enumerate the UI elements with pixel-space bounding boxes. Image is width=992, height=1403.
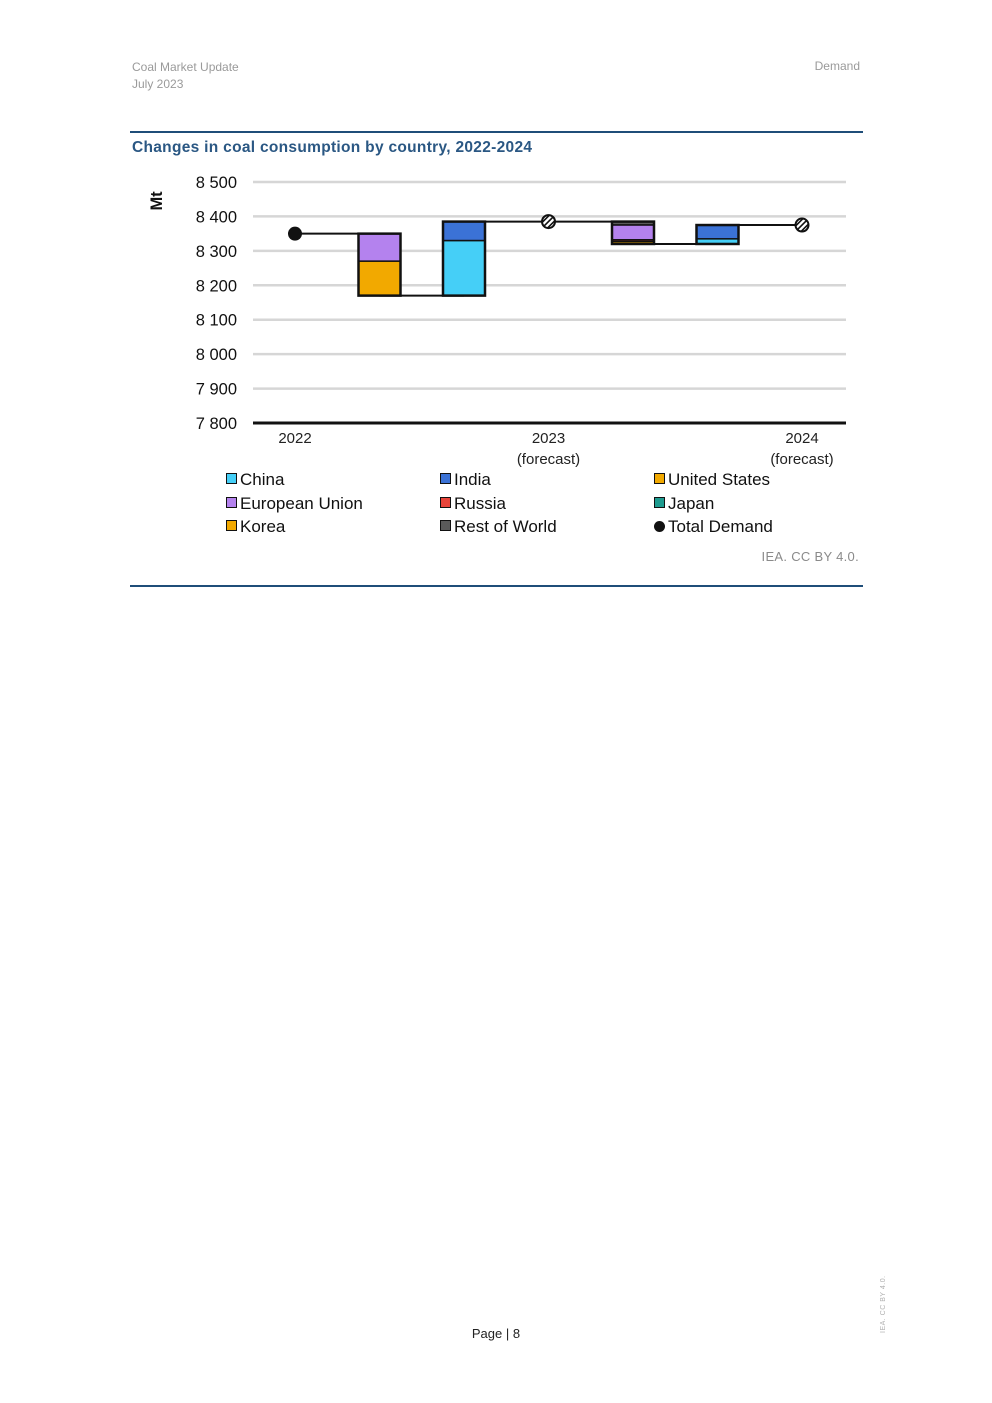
- bar-segment-india: [697, 225, 739, 239]
- x-tick-sublabel: (forecast): [770, 451, 834, 468]
- legend-item: [654, 517, 773, 537]
- legend-label: China: [240, 470, 285, 489]
- legend-item: [226, 470, 284, 490]
- legend-item: [440, 470, 491, 490]
- bar-segment-china: [443, 241, 485, 296]
- legend-label: United States: [668, 470, 771, 489]
- y-tick-label: 8 300: [195, 242, 237, 261]
- x-tick-label: 2022: [278, 430, 312, 447]
- legend-color-swatch: [226, 520, 237, 531]
- x-tick-sublabel: (forecast): [516, 451, 581, 468]
- legend-circle-marker: [654, 521, 665, 532]
- legend-color-swatch: [440, 520, 451, 531]
- figure-top-rule: [130, 131, 863, 133]
- legend-label: Total Demand: [668, 517, 773, 536]
- legend-color-swatch: [654, 497, 665, 508]
- legend-item: [654, 470, 770, 490]
- legend-color-swatch: [440, 473, 451, 484]
- y-tick-label: 8 100: [195, 311, 237, 330]
- bar-segment-european-union: [359, 234, 401, 262]
- bar-segment-european-union: [612, 225, 654, 240]
- y-tick-label: 7 800: [195, 415, 237, 433]
- legend-color-swatch: [226, 497, 237, 508]
- page-number: Page | 8: [471, 1326, 521, 1341]
- y-tick-label: 8 200: [195, 277, 237, 296]
- figure-title: Changes in coal consumption by country, 2022-2024: [132, 139, 533, 156]
- y-tick-label: 7 900: [195, 380, 237, 399]
- legend-item: [226, 517, 285, 537]
- bar-segment-united-states: [359, 261, 401, 295]
- publication-date: July 2023: [132, 77, 184, 91]
- y-tick-label: 8 400: [195, 208, 237, 227]
- legend-color-swatch: [440, 497, 451, 508]
- x-tick-label: 2024: [785, 430, 819, 447]
- legend-item: [440, 517, 557, 537]
- legend-label: Korea: [240, 517, 286, 536]
- legend-item: [226, 494, 363, 514]
- publication-name: Coal Market Update: [132, 60, 239, 74]
- legend-color-swatch: [226, 473, 237, 484]
- legend-label: India: [454, 470, 491, 489]
- waterfall-chart: [130, 165, 870, 475]
- section-name: Demand: [814, 59, 860, 73]
- legend-label: Russia: [454, 493, 506, 513]
- legend-label: European Union: [240, 493, 363, 513]
- legend-label: Rest of World: [454, 517, 557, 536]
- legend-item: [654, 494, 714, 514]
- y-axis-label: Mt: [148, 191, 166, 211]
- y-tick-label: 8 500: [195, 174, 237, 192]
- bar-segment-india: [443, 222, 485, 241]
- total-demand-marker: [288, 227, 302, 241]
- legend-color-swatch: [654, 473, 665, 484]
- legend-item: [440, 494, 506, 514]
- y-tick-label: 8 000: [195, 346, 237, 365]
- figure-bottom-rule: [130, 585, 863, 587]
- legend-label: Japan: [668, 493, 715, 513]
- x-tick-label: 2023: [531, 430, 566, 447]
- page-header-left: [132, 59, 239, 93]
- figure-credit: IEA. CC BY 4.0.: [761, 549, 859, 564]
- side-credit: IEA. CC BY 4.0.: [880, 1275, 887, 1333]
